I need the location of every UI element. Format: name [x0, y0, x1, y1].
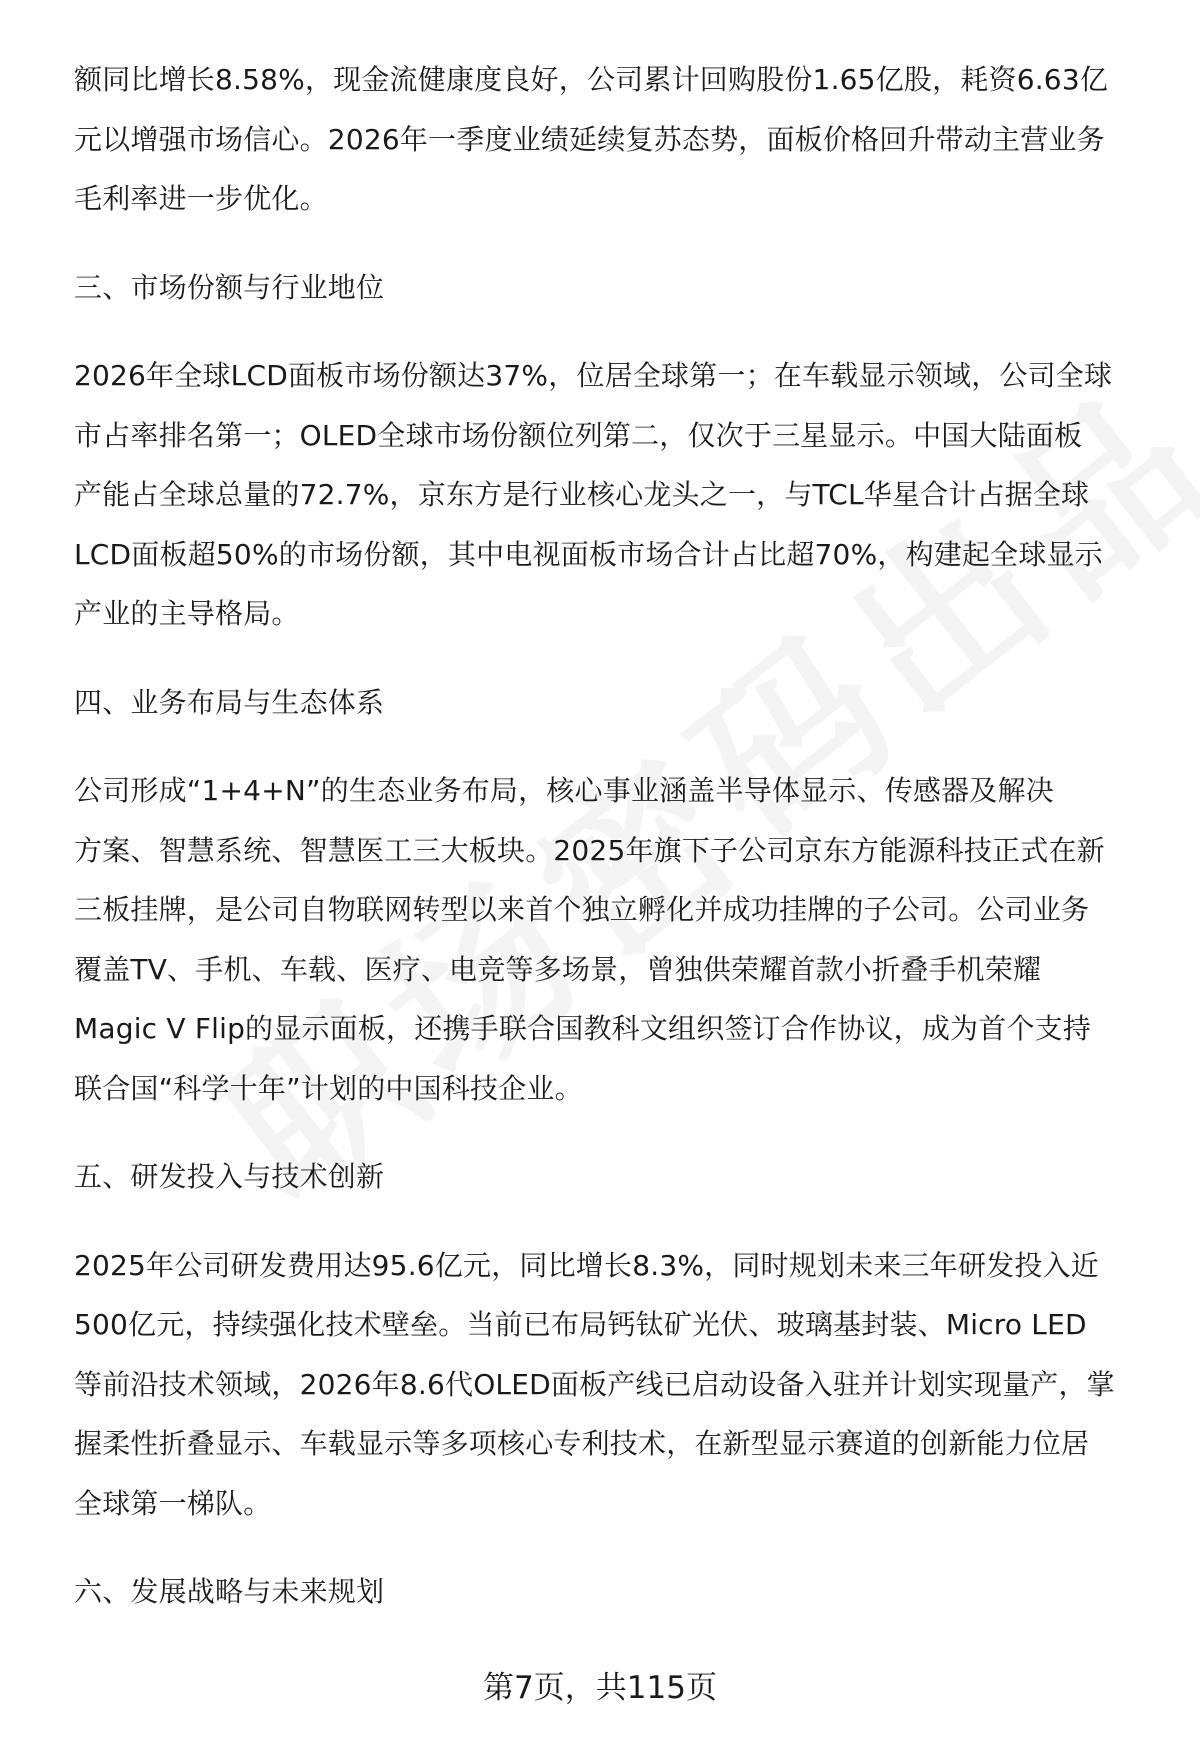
text-line: Magic V Flip的显示面板，还携手联合国教科文组织签订合作协议，成为首个支持: [74, 1012, 1092, 1045]
section-heading-rnd: 五、研发投入与技术创新: [74, 1160, 385, 1193]
text-line: 等前沿技术领域，2026年8.6代OLED面板产线已启动设备入驻并计划实现量产，掌: [74, 1367, 1115, 1401]
section-heading-market-share: 三、市场份额与行业地位: [74, 270, 385, 304]
text-line: 公司形成“1+4+N”的生态业务布局，核心事业涵盖半导体显示、传感器及解决: [74, 774, 1054, 807]
text-line: 500亿元，持续强化技术壁垒。当前已布局钙钛矿光伏、玻璃基封装、Micro LED: [74, 1308, 1087, 1341]
paragraph-rnd: [74, 1236, 1154, 1534]
text-line: 2026年全球LCD面板市场份额达37%，位居全球第一；在车载显示领域，公司全球: [74, 359, 1113, 392]
text-line: 市占率排名第一；OLED全球市场份额位列第二，仅次于三星显示。中国大陆面板: [74, 418, 1083, 452]
paragraph-business-layout: [74, 761, 1154, 1118]
text-line: LCD面板超50%的市场份额，其中电视面板市场合计占比超70%，构建起全球显示: [74, 537, 1103, 571]
text-line: 联合国“科学十年”计划的中国科技企业。: [74, 1071, 583, 1105]
text-line: 毛利率进一步优化。: [74, 182, 328, 215]
text-line: 产能占全球总量的72.7%，京东方是行业核心龙头之一，与TCL华星合计占据全球: [74, 478, 1090, 511]
paragraph-market-share: [74, 346, 1154, 644]
text-line: 全球第一梯队。: [74, 1486, 272, 1520]
text-line: 方案、智慧系统、智慧医工三大板块。2025年旗下子公司京东方能源科技正式在新: [74, 833, 1105, 867]
page-number: 第7页，共115页: [483, 1670, 717, 1706]
text-line: 元以增强市场信心。2026年一季度业绩延续复苏态势，面板价格回升带动主营业务: [74, 122, 1105, 156]
text-line: 三板挂牌，是公司自物联网转型以来首个独立孵化并成功挂牌的子公司。公司业务: [74, 893, 1090, 926]
paragraph-financials-continued: [74, 50, 1154, 229]
section-heading-strategy: 六、发展战略与未来规划: [74, 1575, 385, 1608]
document-body: [74, 50, 1154, 1622]
text-line: 额同比增长8.58%，现金流健康度良好，公司累计回购股份1.65亿股，耗资6.63亿: [74, 63, 1109, 96]
text-line: 覆盖TV、手机、车载、医疗、电竞等多场景，曾独供荣耀首款小折叠手机荣耀: [74, 952, 1042, 986]
text-line: 握柔性折叠显示、车载显示等多项核心专利技术，在新型显示赛道的创新能力位居: [74, 1427, 1090, 1460]
text-line: 2025年公司研发费用达95.6亿元，同比增长8.3%，同时规划未来三年研发投入近: [74, 1248, 1099, 1282]
section-heading-business-layout: 四、业务布局与生态体系: [74, 685, 385, 719]
text-line: 产业的主导格局。: [74, 597, 300, 630]
